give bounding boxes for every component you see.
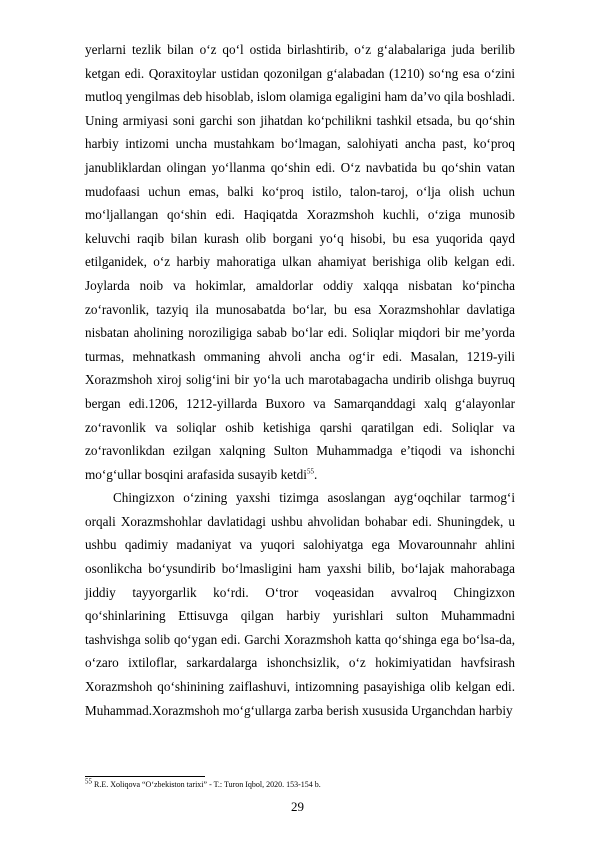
footnote-divider <box>85 776 205 777</box>
main-text <box>85 38 515 722</box>
footnote-mark: 55 <box>85 777 92 786</box>
paragraph-1 <box>85 38 515 486</box>
footnote-reference[interactable]: 55 <box>306 467 314 476</box>
paragraph-1-text: yerlarni tezlik bilan o‘z qo‘l ostida birlashtirib, o‘z g‘alabalariga juda berilib ketgan edi. Qoraxitoylar ustidan qozonilgan g‘alabadan (1210) so‘ng esa o‘zini mutloq yengilmas deb hisoblab, islom olamiga egaligini ham da’vo qila boshladi. Uning armiyasi soni garchi son jihatdan ko‘pchilikni tashkil etsada, bu qo‘shin harbiy intizomi uncha mustahkam bo‘lmagan, salohiyati ancha past, ko‘proq janubliklardan olingan yo‘llanma qo‘shin edi. O‘z navbatida bu qo‘shin vatan mudofaasi uchun emas, balki ko‘proq istilo, talon-taroj, o‘lja olish uchun mo‘ljallangan qo‘shin edi. Haqiqatda Xorazmshoh kuchli, o‘ziga munosib keluvchi raqib bilan kurash olib borgani yo‘q hisobi, bu esa yuqorida qayd etilganidek, o‘z harbiy mahoratiga ulkan ahamiyat berishiga olib kelgan edi. Joylarda noib va hokimlar, amaldorlar oddiy xalqqa nisbatan ko‘pincha zo‘ravonlik, tazyiq ila munosabatda bo‘lar, bu esa Xorazmshohlar davlatiga nisbatan aholining noroziligiga sabab bo‘lar edi. Soliqlar miqdori bir me’yorda turmas, mehnatkash ommaning ahvoli ancha og‘ir edi. Masalan, 1219-yili Xorazmshoh xiroj solig‘ini bir yo‘la uch marotabagacha undirib olishga buyruq bergan edi.1206, 1212-yillarda Buxoro va Samarqanddagi xalq g‘alayonlar zo‘ravonlik va soliqlar oshib ketishiga qarshi qaratilgan edi. Soliqlar va zo‘ravonlikdan ezilgan xalqning Sulton Muhammadga e’tiqodi va ishonchi mo‘g‘ullar bosqini arafasida susayib ketdi <box>85 42 515 482</box>
paragraph-2: Chingizxon o‘zining yaxshi tizimga asoslangan ayg‘oqchilar tarmog‘i orqali Xorazmshohlar davlatidagi ushbu ahvolidan bohabar edi. Shuningdek, u ushbu qadimiy madaniyat va yuqori salohiyatga ega Movarounnahr ahlini osonlikcha bo‘ysundirib bo‘lmasligini ham yaxshi bilib, bo‘lajak mahorabaga jiddiy tayyorgarlik ko‘rdi. O‘tror voqeasidan avvalroq Chingizxon qo‘shinlarining Ettisuvga qilgan harbiy yurishlari sulton Muhammadni tashvishga solib qo‘ygan edi. Garchi Xorazmshoh katta qo‘shinga ega bo‘lsa-da, o‘zaro ixtiloflar, sarkardalarga ishonchsizlik, o‘z hokimiyatidan havfsirash Xorazmshoh qo‘shinining zaiflashuvi, intizomning pasayishiga olib kelgan edi. Muhammad.Xorazmshoh mo‘g‘ullarga zarba berish xususida Urganchdan harbiy <box>85 490 515 718</box>
page-number: 29 <box>291 799 304 814</box>
footnote <box>85 777 515 789</box>
footnote-text: R.E. Xoliqova “O‘zbekiston tarixi” - T.: Turon Iqbol, 2020. 153-154 b. <box>92 780 321 789</box>
paragraph-1-tail: . <box>313 466 318 482</box>
